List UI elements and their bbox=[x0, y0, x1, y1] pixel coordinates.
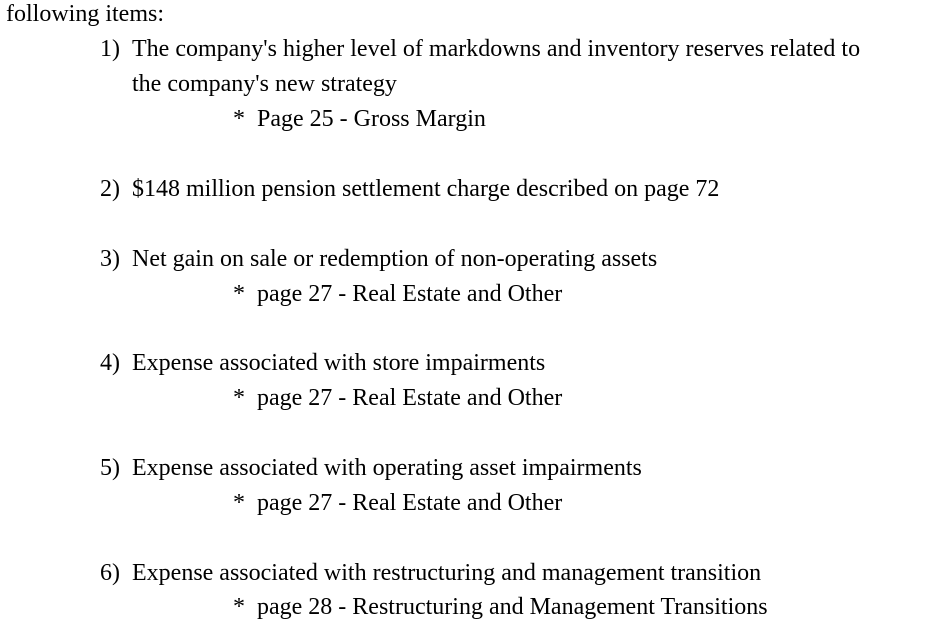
item-text-line: $148 million pension settlement charge described on page 72 bbox=[132, 176, 720, 202]
note-marker: * bbox=[233, 594, 245, 620]
intro-text: following items: bbox=[6, 1, 164, 27]
item-number: 3) bbox=[100, 246, 120, 272]
item-number: 2) bbox=[100, 176, 120, 202]
note-text: Page 25 - Gross Margin bbox=[257, 106, 486, 132]
note-text: page 28 - Restructuring and Management Transitions bbox=[257, 594, 768, 620]
item-number: 6) bbox=[100, 560, 120, 586]
item-text-line: the company's new strategy bbox=[132, 71, 397, 97]
note-marker: * bbox=[233, 490, 245, 516]
item-note bbox=[233, 386, 562, 410]
item-text-line: Expense associated with store impairments bbox=[132, 350, 546, 376]
item-number: 4) bbox=[100, 350, 120, 376]
note-marker: * bbox=[233, 385, 245, 411]
item-note bbox=[233, 595, 768, 619]
note-text: page 27 - Real Estate and Other bbox=[257, 490, 563, 516]
item-note bbox=[233, 107, 486, 131]
note-marker: * bbox=[233, 106, 245, 132]
item-text-line: Expense associated with operating asset impairments bbox=[132, 455, 642, 481]
item-number: 5) bbox=[100, 455, 120, 481]
item-text-line: Expense associated with restructuring and management transition bbox=[132, 560, 762, 586]
note-marker: * bbox=[233, 281, 245, 307]
item-number: 1) bbox=[100, 36, 120, 62]
note-text: page 27 - Real Estate and Other bbox=[257, 385, 563, 411]
item-note bbox=[233, 282, 562, 306]
item-note bbox=[233, 491, 562, 515]
item-text-line: Net gain on sale or redemption of non-operating assets bbox=[132, 246, 658, 272]
item-text-line: The company's higher level of markdowns and inventory reserves related to bbox=[132, 36, 861, 62]
note-text: page 27 - Real Estate and Other bbox=[257, 281, 563, 307]
